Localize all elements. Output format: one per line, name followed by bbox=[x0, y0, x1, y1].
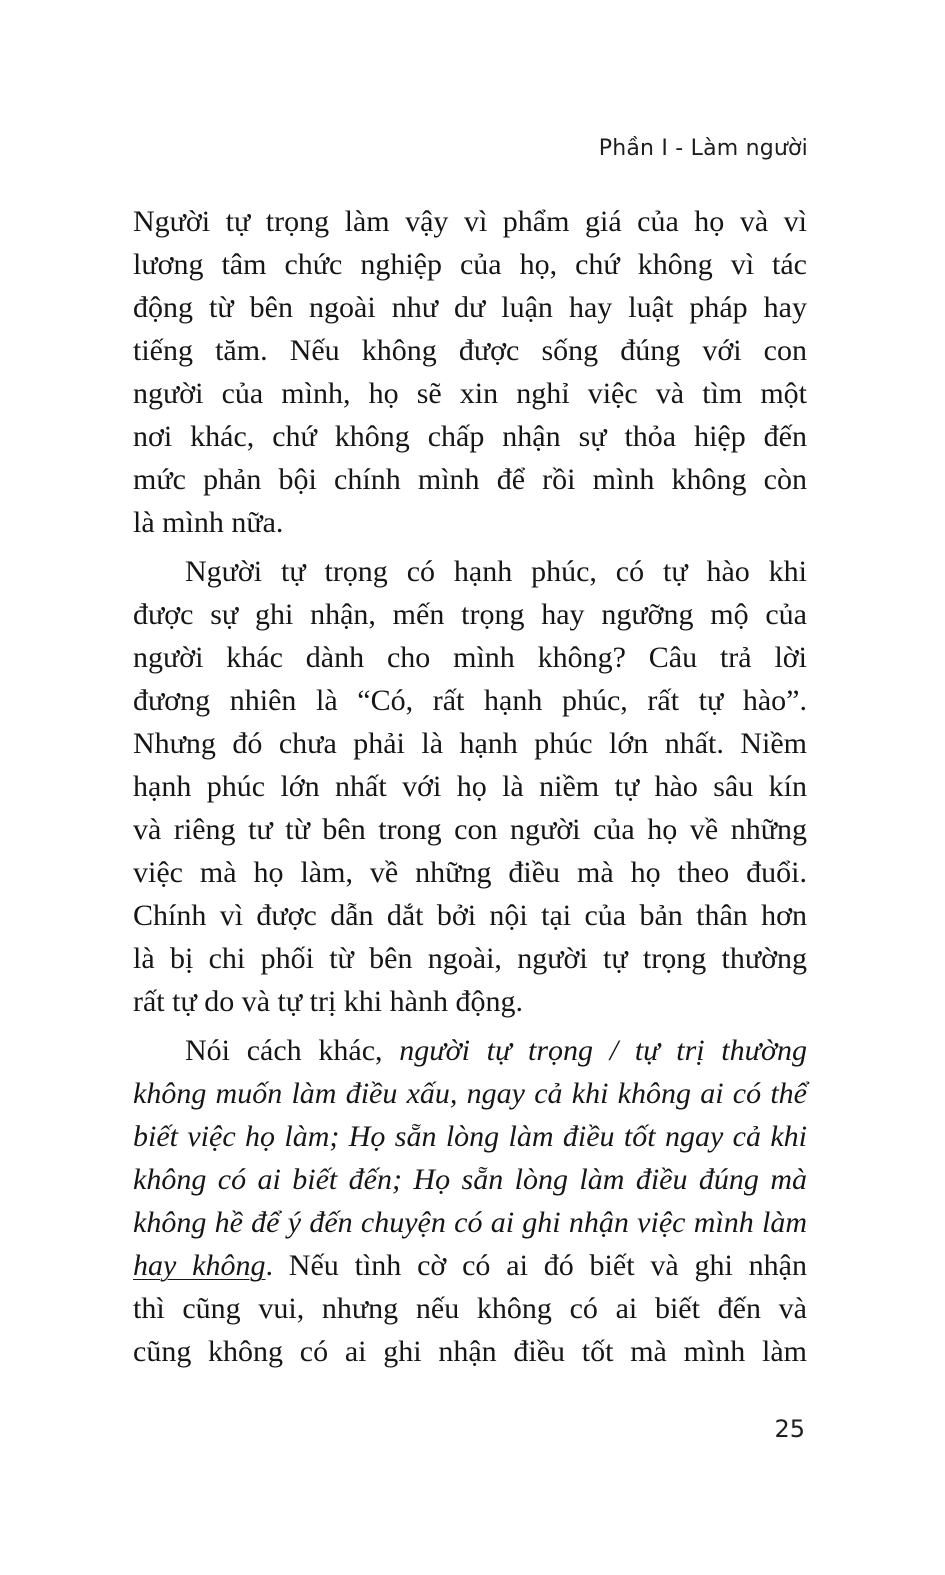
paragraph-2 bbox=[133, 550, 807, 1023]
text-line: rất tự do và tự trị khi hành động. bbox=[133, 985, 523, 1018]
text-line: được sự ghi nhận, mến trọng hay ngưỡng mộ của bbox=[133, 598, 807, 631]
running-head: Phần I - Làm người bbox=[598, 136, 808, 161]
italic-emphasis-line: biết việc họ làm; Họ sẵn lòng làm điều tốt ngay cả khi bbox=[133, 1120, 807, 1153]
text-line: cũng không có ai ghi nhận điều tốt mà mình làm bbox=[133, 1335, 807, 1368]
paragraph-1 bbox=[133, 200, 807, 544]
text-line: Nhưng đó chưa phải là hạnh phúc lớn nhất. Niềm bbox=[133, 727, 807, 760]
text-line: hạnh phúc lớn nhất với họ là niềm tự hào sâu kín bbox=[133, 770, 807, 803]
text-line: nơi khác, chứ không chấp nhận sự thỏa hiệp đến bbox=[133, 420, 807, 453]
text-line: và riêng tư từ bên trong con người của họ về những bbox=[133, 813, 807, 846]
text-line: là bị chi phối từ bên ngoài, người tự trọng thường bbox=[133, 942, 807, 975]
text-line: động từ bên ngoài như dư luận hay luật pháp hay bbox=[133, 291, 807, 324]
text-run: Nói cách khác, bbox=[185, 1034, 400, 1067]
text-line bbox=[133, 1029, 807, 1072]
paragraph-3 bbox=[133, 1029, 807, 1373]
italic-emphasis-line: không muốn làm điều xấu, ngay cả khi không ai có thể bbox=[133, 1077, 807, 1110]
text-run: . Nếu tình cờ có ai đó biết và ghi nhận bbox=[265, 1249, 807, 1282]
text-line: đương nhiên là “Có, rất hạnh phúc, rất tự hào”. bbox=[133, 684, 807, 717]
text-line: Chính vì được dẫn dắt bởi nội tại của bản thân hơn bbox=[133, 899, 807, 932]
text-line: là mình nữa. bbox=[133, 506, 284, 539]
italic-emphasis: người tự trọng / tự trị thường bbox=[399, 1034, 808, 1067]
text-line: việc mà họ làm, về những điều mà họ theo đuổi. bbox=[133, 856, 807, 889]
italic-emphasis-line: không hề để ý đến chuyện có ai ghi nhận việc mình làm bbox=[133, 1206, 807, 1239]
text-line: Người tự trọng làm vậy vì phẩm giá của họ và vì bbox=[133, 205, 807, 238]
body-text bbox=[133, 200, 807, 1373]
text-line bbox=[133, 1244, 807, 1287]
italic-emphasis-line: không có ai biết đến; Họ sẵn lòng làm điều đúng mà bbox=[133, 1163, 807, 1196]
text-line: tiếng tăm. Nếu không được sống đúng với con bbox=[133, 334, 807, 367]
text-line: người của mình, họ sẽ xin nghỉ việc và tìm một bbox=[133, 377, 807, 410]
text-line: thì cũng vui, nhưng nếu không có ai biết đến và bbox=[133, 1292, 807, 1325]
text-line: người khác dành cho mình không? Câu trả lời bbox=[133, 641, 807, 674]
text-line: lương tâm chức nghiệp của họ, chứ không vì tác bbox=[133, 248, 807, 281]
page-number: 25 bbox=[774, 1415, 805, 1443]
italic-emphasis: hay không bbox=[133, 1249, 266, 1282]
text-line: Người tự trọng có hạnh phúc, có tự hào khi bbox=[185, 555, 807, 588]
text-line: mức phản bội chính mình để rồi mình không còn bbox=[133, 463, 807, 496]
